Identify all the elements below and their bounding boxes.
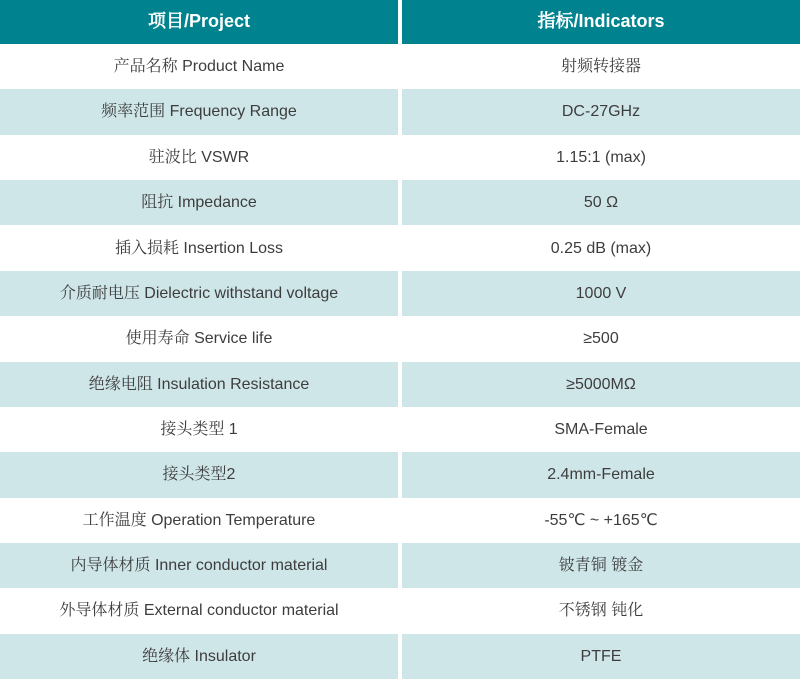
header-indicators: 指标/Indicators: [402, 0, 800, 44]
row-value: PTFE: [402, 634, 800, 679]
row-label: 绝缘体 Insulator: [0, 634, 398, 679]
header-project: 项目/Project: [0, 0, 398, 44]
table-row-impedance: [0, 180, 800, 225]
row-value: 射频转接器: [402, 44, 800, 89]
row-value: 1.15:1 (max): [402, 135, 800, 180]
table-row-external-conductor-material: [0, 588, 800, 633]
row-label: 外导体材质 External conductor material: [0, 588, 398, 633]
row-label: 绝缘电阻 Insulation Resistance: [0, 362, 398, 407]
row-value: ≥5000MΩ: [402, 362, 800, 407]
table-row-dielectric-withstand-voltage: [0, 271, 800, 316]
row-label: 使用寿命 Service life: [0, 316, 398, 361]
table-row-connector-type-2: [0, 452, 800, 497]
table-row-inner-conductor-material: [0, 543, 800, 588]
row-value: 50 Ω: [402, 180, 800, 225]
row-value: DC-27GHz: [402, 89, 800, 134]
row-label: 接头类型 1: [0, 407, 398, 452]
table-row-vswr: [0, 135, 800, 180]
table-row-operation-temperature: [0, 498, 800, 543]
row-value: 1000 V: [402, 271, 800, 316]
row-label: 插入损耗 Insertion Loss: [0, 225, 398, 270]
row-value: 2.4mm-Female: [402, 452, 800, 497]
table-row-product-name: [0, 44, 800, 89]
row-label: 工作温度 Operation Temperature: [0, 498, 398, 543]
table-row-frequency-range: [0, 89, 800, 134]
row-label: 驻波比 VSWR: [0, 135, 398, 180]
row-value: ≥500: [402, 316, 800, 361]
row-label: 内导体材质 Inner conductor material: [0, 543, 398, 588]
table-row-insulator: [0, 634, 800, 679]
row-value: 铍青铜 镀金: [402, 543, 800, 588]
table-row-service-life: [0, 316, 800, 361]
table-header-row: [0, 0, 800, 44]
table-row-insertion-loss: [0, 225, 800, 270]
row-label: 频率范围 Frequency Range: [0, 89, 398, 134]
row-label: 产品名称 Product Name: [0, 44, 398, 89]
row-value: 0.25 dB (max): [402, 225, 800, 270]
row-label: 阻抗 Impedance: [0, 180, 398, 225]
row-value: SMA-Female: [402, 407, 800, 452]
row-label: 接头类型2: [0, 452, 398, 497]
row-value: 不锈钢 钝化: [402, 588, 800, 633]
table-row-connector-type-1: [0, 407, 800, 452]
row-value: -55℃ ~ +165℃: [402, 498, 800, 543]
table-row-insulation-resistance: [0, 362, 800, 407]
row-label: 介质耐电压 Dielectric withstand voltage: [0, 271, 398, 316]
